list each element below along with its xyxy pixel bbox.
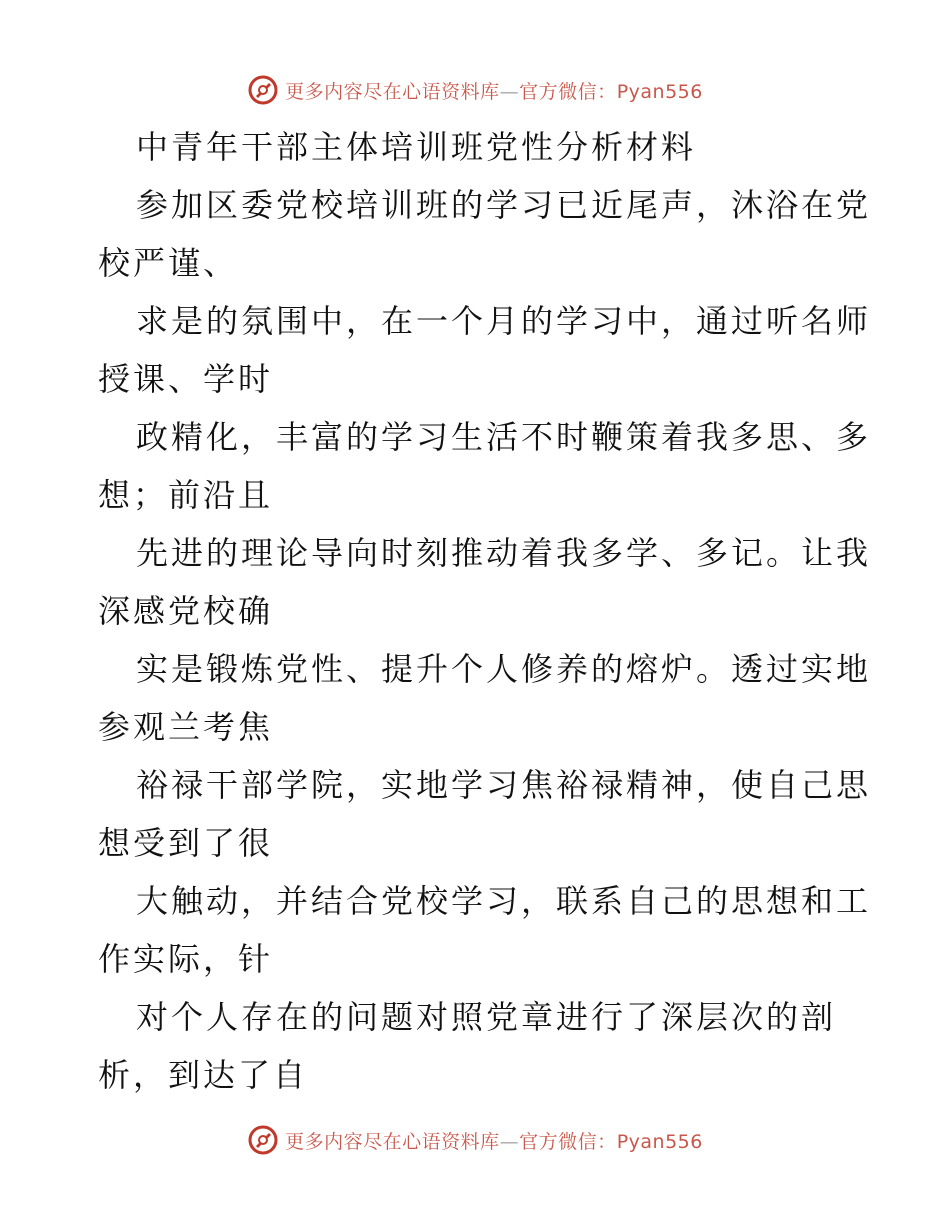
- paragraph-line: 对个人存在的问题对照党章进行了深层次的剖: [136, 998, 837, 1036]
- brand-seal-icon: [247, 1124, 279, 1156]
- paragraph-line: 政精化，丰富的学习生活不时鞭策着我多思、多: [136, 418, 872, 456]
- document-title: 中青年干部主体培训班党性分析材料: [136, 128, 697, 166]
- document-body: [98, 118, 872, 1104]
- paragraph-line: 参观兰考焦: [98, 708, 274, 746]
- header-watermark: [0, 70, 950, 110]
- watermark-wechat-id: Pyan556: [616, 1130, 703, 1153]
- brand-seal-icon: [247, 74, 279, 106]
- watermark-text: [285, 1127, 703, 1154]
- paragraph-line: 参加区委党校培训班的学习已近尾声，沐浴在党: [136, 186, 872, 224]
- paragraph-line: 大触动，并结合党校学习，联系自己的思想和工: [136, 882, 872, 920]
- watermark-wechat-label: 官方微信：: [519, 1130, 617, 1153]
- paragraph-line: 深感党校确: [98, 592, 274, 630]
- watermark-separator: —: [499, 1130, 520, 1153]
- paragraph-line: 先进的理论导向时刻推动着我多学、多记。让我: [136, 534, 872, 572]
- paragraph-line: 析，到达了自: [98, 1056, 309, 1094]
- paragraph-line: 求是的氛围中，在一个月的学习中，通过听名师: [136, 302, 872, 340]
- watermark-text: [285, 77, 703, 104]
- paragraph-line: 想；前沿且: [98, 476, 274, 514]
- watermark-brand: 更多内容尽在心语资料库: [285, 1130, 500, 1153]
- watermark-wechat-label: 官方微信：: [519, 80, 617, 103]
- paragraph-line: 裕禄干部学院，实地学习焦裕禄精神，使自己思: [136, 766, 872, 804]
- paragraph-line: 校严谨、: [98, 244, 239, 282]
- paragraph-line: 想受到了很: [98, 824, 274, 862]
- watermark-brand: 更多内容尽在心语资料库: [285, 80, 500, 103]
- watermark-wechat-id: Pyan556: [616, 80, 703, 103]
- footer-watermark: [0, 1120, 950, 1160]
- paragraph-line: 授课、学时: [98, 360, 274, 398]
- paragraph-line: 作实际，针: [98, 940, 274, 978]
- paragraph-line: 实是锻炼党性、提升个人修养的熔炉。透过实地: [136, 650, 872, 688]
- watermark-separator: —: [499, 80, 520, 103]
